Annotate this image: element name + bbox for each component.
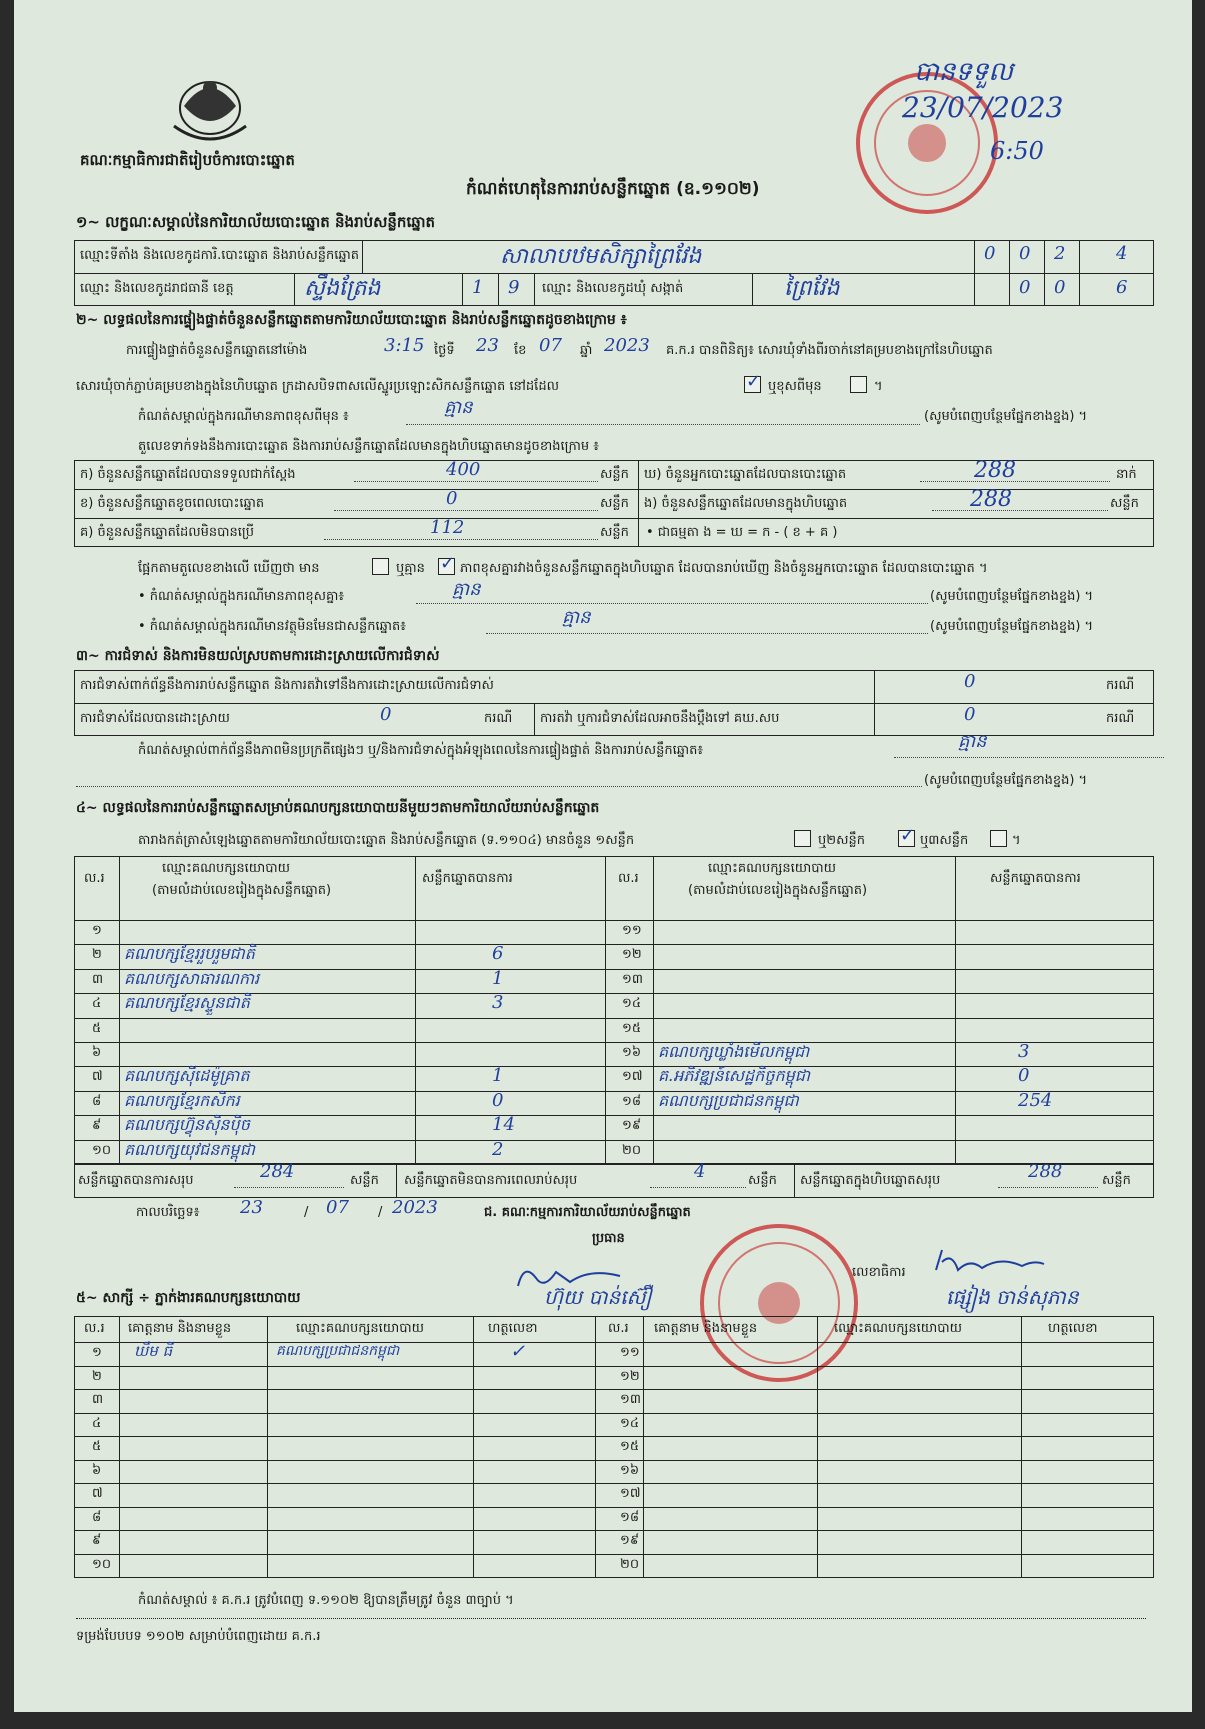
results-row-no-right: ២០ [622, 1142, 642, 1158]
verify-line1-e: គ.ក.រ បានពិនិត្យ៖ សោរឃុំទាំងពីរចាក់នៅគម្របខាងក្រៅនៃហិបឆ្នោត [666, 343, 993, 358]
section2-heading: ២~ លទ្ធផលនៃការផ្ទៀងផ្ទាត់ចំនួនសន្លឹកឆ្នោតតាមការិយាល័យបោះឆ្នោត និងរាប់សន្លឹកឆ្នោតដូចខាងក្រោម ៖ [76, 312, 627, 328]
results-row-no-right: ១៧ [622, 1069, 643, 1085]
results-row-no-left: ៨ [92, 1093, 102, 1109]
results-row-votes-right: 0 [1018, 1065, 1030, 1087]
results-row-votes-right: 254 [1018, 1089, 1053, 1111]
form-sheet: គណៈកម្មាធិការជាតិរៀបចំការបោះឆ្នោត បានទទួល 23/07/2023 6:50 កំណត់ហេតុនៃការរាប់សន្លឹកឆ្នោត (ឧ.១១០២) ១~ លក្ខណៈសម្គាល់នៃការិយាល័យបោះឆ្នោត និងរាប់សន្លឹកឆ្នោត ឈ្មោះទីតាំង និងលេខកូដការិ.បោះឆ្នោត និងរាប់សន្លឹកឆ្នោត សាលាបឋមសិក្សាព្រៃវែង 0 0 2 4 ឈ្មោះ និងលេខកូដរាជធានី ខេត្ត ស្ទឹងត្រែង 1 9 ឈ្មោះ និងលេខកូដឃុំ សង្កាត់ ព្រៃវែង 0 0 6 ២~ លទ្ធផលនៃការផ្ទៀងផ្ទាត់ចំនួនសន្លឹកឆ្នោតតាមការិយាល័យបោះឆ្នោត និងរាប់សន្លឹកឆ្នោតដូចខាងក្រោម ៖ ការផ្ទៀងផ្ទាត់ចំនួនសន្លឹកឆ្នោតនៅម៉ោង 3:15 ថ្ងៃទី 23 ខែ 07 ឆ្នាំ 2023 គ.ក.រ បានពិនិត្យ៖ សោរឃុំទាំងពីរចាក់នៅគម្របខាងក្រៅនៃហិបឆ្នោត សោរឃុំចាក់ភ្ជាប់គម្របខាងក្នុងនៃហិបឆ្នោត ក្រដាសបិទពាសលើស្នូរប្រឡោះសិកសន្លឹកឆ្នោត នៅដដែល ✓ ឬខុសពីមុន ។ កំណត់សម្គាល់ក្នុងករណីមានភាពខុសពីមុន ៖ គ្មាន (សូមបំពេញបន្ថែមផ្នែកខាងខ្នង) ។ តួលេខទាក់ទងនឹងការបោះឆ្នោត និងការរាប់សន្លឹកឆ្នោតដែលមានក្នុងហិបឆ្នោតមានដូចខាងក្រោម ៖ ក) ចំនួនសន្លឹកឆ្នោតដែលបានទទួលជាក់ស្តែង 400 សន្លឹក ខ) ចំនួនសន្លឹកឆ្នោតខូចពេលបោះឆ្នោត 0 សន្លឹក គ) ចំនួនសន្លឹកឆ្នោតដែលមិនបានប្រើ 112 សន្លឹក ឃ) ចំនួនអ្នកបោះឆ្នោតដែលបានបោះឆ្នោត 288 នាក់ ង) ចំនួនសន្លឹកឆ្នោតដែលមានក្នុងហិបឆ្នោត 288 សន្លឹក • ជាធម្មតា ង = ឃ = ក - ( ខ + គ ) ផ្អែកតាមតួលេខខាងលើ ឃើញថា មាន ឬគ្មាន ✓ ភាពខុសគ្នារវាងចំនួនសន្លឹកឆ្នោតក្នុងហិបឆ្នោត ដែលបានរាប់ឃើញ និងចំនួនអ្នកបោះឆ្នោត ដែលបានបោះឆ្នោត ។ • កំណត់សម្គាល់ក្នុងករណីមានភាពខុសគ្នា៖ គ្មាន (សូមបំពេញបន្ថែមផ្នែកខាងខ្នង) ។ • កំណត់សម្គាល់ក្នុងករណីមានវត្ថុមិនមែនជាសន្លឹកឆ្នោត៖ គ្មាន (សូមបំពេញបន្ថែមផ្នែកខាងខ្នង) ។ ៣~ ការជំទាស់ និងការមិនយល់ស្របតាមការដោះស្រាយលើការជំទាស់ ការជំទាស់ពាក់ព័ន្ធនឹងការរាប់សន្លឹកឆ្នោត និងការតវ៉ាទៅនឹងការដោះស្រាយលើការជំទាស់ 0 ករណី ការជំទាស់ដែលបានដោះស្រាយ 0 ករណី ការតវ៉ា ឬការជំទាស់ដែលអាចនឹងប្តឹងទៅ គឃ.សប 0 ករណី កំណត់សម្គាល់ពាក់ព័ន្ធនឹងភាពមិនប្រក្រតីផ្សេងៗ ឬ/និងការជំទាស់ក្នុងអំឡុងពេលនៃការផ្ទៀងផ្ទាត់ និងការរាប់សន្លឹកឆ្នោត៖ គ្មាន (សូមបំពេញបន្ថែមផ្នែកខាងខ្នង) ។ ៤~ លទ្ធផលនៃការរាប់សន្លឹកឆ្នោតសម្រាប់គណបក្សនយោបាយនីមួយៗតាមការិយាល័យរាប់សន្លឹកឆ្នោត តារាងកត់ត្រាសំឡេងឆ្នោតតាមការិយាល័យបោះឆ្នោត និងរាប់សន្លឹកឆ្នោត (ទ.១១០៤) មានចំនួន ១សន្លឹក ឬ២សន្លឹក ✓ ឬ៣សន្លឹក ។ ល.រ ឈ្មោះគណបក្សនយោបាយ (តាមលំដាប់លេខរៀងក្នុងសន្លឹកឆ្នោត) សន្លឹកឆ្នោតបានការ ល.រ ឈ្មោះគណបក្សនយោបាយ (តាមលំដាប់លេខរៀងក្នុងសន្លឹកឆ្នោត) សន្លឹកឆ្នោតបានការ ១ ១១ ២ គណបក្សខ្មែររួបរួមជាតិ 6 ១២ ៣ គណបក្សសាធារណការ 1 ១៣ ៤ គណបក្សខ្មែរស្ទួនជាតិ 3 ១៤ ៥ ១៥ ៦ ១៦ គណបក្សឃ្លាំងមើលកម្ពុជា 3 ៧ គណបក្សស៊ីដេម៉ូគ្រាត 1 ១៧ គ.អភិវឌ្ឍន៍សេដ្ឋកិច្ចកម្ពុជា 0 ៨ គណបក្សខ្មែរកសិករ 0 ១៨ គណបក្សប្រជាជនកម្ពុជា 254 ៩ គណបក្សហ៊្វុនស៊ិនប៉ិច 14 ១៩ ១០ គណបក្សយុវជនកម្ពុជា 2 ២០ សន្លឹកឆ្នោតបានការសរុប 284 សន្លឹក សន្លឹកឆ្នោតមិនបានការពេលរាប់សរុប 4 សន្លឹក សន្លឹកឆ្នោតក្នុងហិបឆ្នោតសរុប 288 សន្លឹក កាលបរិច្ឆេទ៖ 23 / 07 / 2023 ជ. គណៈកម្មការការិយាល័យរាប់សន្លឹកឆ្នោត ប្រធាន ហ៊ុយ បាន់ស៊ឿ លេខាធិការ ផ្សៀង ចាន់សុភាន ៥~ សាក្សី ÷ ភ្នាក់ងារគណបក្សនយោបាយ ល.រ គោត្តនាម និងនាមខ្លួន ឈ្មោះគណបក្សនយោបាយ ហត្ថលេខា ល.រ គោត្តនាម និងនាមខ្លួន ឈ្មោះគណបក្សនយោបាយ ហត្ថលេខា ១ ឃឹម ធី គណបក្សប្រជាជនកម្ពុជា ✓ ១១ ២ ១២ ៣ ១៣ ៤ ១៤ ៥ ១៥ ៦ ១៦ ៧ ១៧ ៨ ១៨ ៩ ១៩ ១០ ២០ កំណត់សម្គាល់ ៖ គ.ក.រ ត្រូវបំពេញ ទ.១១០២ ឱ្យបានត្រឹមត្រូវ ចំនួន ៣ច្បាប់ ។ ទម្រង់បែបបទ ១១០២ សម្រាប់បំពេញដោយ គ.ក.រ [14, 0, 1192, 1712]
verify-month: 07 [539, 335, 562, 356]
objection-row2b-unit: ករណី [1106, 711, 1135, 726]
one-sheet-checkbox[interactable] [794, 830, 811, 847]
objection-row1-label: ការជំទាស់ពាក់ព័ន្ធនឹងការរាប់សន្លឹកឆ្នោត និងការតវ៉ាទៅនឹងការដោះស្រាយលើការជំទាស់ [80, 678, 494, 693]
count-e-value: 288 [970, 487, 1012, 512]
objection-row2-unit: ករណី [484, 711, 513, 726]
results-row-no-right: ១២ [622, 947, 642, 963]
count-d-value: 288 [974, 458, 1016, 483]
summary-intro: តួលេខទាក់ទងនឹងការបោះឆ្នោត និងការរាប់សន្លឹកឆ្នោតដែលមានក្នុងហិបឆ្នោតមានដូចខាងក្រោម ៖ [138, 439, 599, 454]
secretary-name: ផ្សៀង ចាន់សុភាន [946, 1285, 1079, 1309]
results-row-no-right: ១៥ [622, 1020, 642, 1036]
agents-row-no-right: ១១ [620, 1345, 640, 1360]
results-row-votes-left: 0 [492, 1089, 504, 1111]
results-col-no-left: ល.រ [84, 871, 105, 886]
results-col-party-sub-right: (តាមលំដាប់លេខរៀងក្នុងសន្លឹកឆ្នោត) [688, 883, 868, 898]
count-d-label: ឃ) ចំនួនអ្នកបោះឆ្នោតដែលបានបោះឆ្នោត [644, 467, 847, 482]
results-row-party-left: គណបក្សខ្មែរកសិករ [124, 1090, 240, 1110]
office-code-1: 0 [984, 243, 996, 264]
section4-heading: ៤~ លទ្ធផលនៃការរាប់សន្លឹកឆ្នោតសម្រាប់គណបក្សនយោបាយនីមួយៗតាមការិយាល័យរាប់សន្លឹកឆ្នោត [76, 800, 600, 816]
agents-row-no-right: ១៩ [620, 1533, 640, 1548]
commune-code-2: 0 [1054, 277, 1066, 298]
total-invalid-value: 4 [694, 1161, 706, 1182]
agents-row-no-left: ៣ [92, 1392, 104, 1407]
results-row-party-left: គណបក្សខ្មែររួបរួមជាតិ [124, 944, 255, 964]
results-row-party-left: គណបក្សយុវជនកម្ពុជា [124, 1139, 255, 1159]
agents-row-no-right: ២០ [620, 1556, 640, 1572]
compare-b: ឬគ្មាន [396, 561, 425, 576]
agents-row-no-left: ៧ [92, 1486, 103, 1501]
total-valid-unit: សន្លឹក [350, 1173, 379, 1188]
agents-row-no-right: ១៨ [620, 1509, 640, 1525]
secretary-signature [930, 1244, 1050, 1280]
office-code-3: 2 [1054, 243, 1066, 264]
agents-col-sign-right: ហត្ថលេខា [1048, 1321, 1098, 1336]
count-b-label: ខ) ចំនួនសន្លឹកឆ្នោតខូចពេលបោះឆ្នោត [80, 496, 265, 511]
agents-row-no-left: ៥ [92, 1439, 102, 1454]
agents-row-no-left: ១០ [92, 1556, 112, 1572]
results-row-no-left: ១០ [92, 1142, 112, 1158]
change-note-label: កំណត់សម្គាល់ក្នុងករណីមានភាពខុសពីមុន ៖ [138, 409, 349, 424]
verify-line1-a: ការផ្ទៀងផ្ទាត់ចំនួនសន្លឹកឆ្នោតនៅម៉ោង [126, 343, 308, 358]
verify-time: 3:15 [384, 335, 425, 356]
count-e-unit: សន្លឹក [1110, 496, 1139, 511]
results-row-no-left: ៥ [92, 1020, 102, 1036]
changed-checkbox[interactable] [850, 376, 867, 393]
agents-row-no-right: ១៥ [620, 1439, 640, 1454]
results-row-no-right: ១១ [622, 923, 642, 938]
objection-row2-label: ការជំទាស់ដែលបានដោះស្រាយ [80, 711, 230, 726]
total-invalid-label: សន្លឹកឆ្នោតមិនបានការពេលរាប់សរុប [404, 1173, 578, 1188]
total-box-value: 288 [1028, 1161, 1063, 1182]
agents-row-no-right: ១៧ [620, 1486, 641, 1501]
results-row-party-right: គ.អភិវឌ្ឍន៍សេដ្ឋកិច្ចកម្ពុជា [658, 1066, 811, 1086]
agents-col-party-left: ឈ្មោះគណបក្សនយោបាយ [296, 1321, 424, 1336]
totals-row [74, 1161, 1154, 1198]
results-row-no-left: ៩ [92, 1118, 102, 1134]
results-row-party-left: គណបក្សស៊ីដេម៉ូគ្រាត [124, 1066, 250, 1086]
compare-a: ផ្អែកតាមតួលេខខាងលើ ឃើញថា មាន [138, 561, 320, 576]
agents-col-no-right: ល.រ [608, 1321, 629, 1336]
section4-intro-a: តារាងកត់ត្រាសំឡេងឆ្នោតតាមការិយាល័យបោះឆ្នោត និងរាប់សន្លឹកឆ្នោត (ទ.១១០៤) មានចំនួន ១សន្លឹក [138, 833, 635, 848]
results-row-no-left: ១ [92, 923, 102, 938]
verify-line1-c: ខែ [514, 343, 527, 358]
secretary-label: លេខាធិការ [852, 1265, 906, 1280]
commune-code-1: 0 [1019, 277, 1031, 298]
agents-table [74, 1316, 1154, 1578]
difference-yes-checkbox[interactable] [372, 558, 389, 575]
results-row-party-right: គណបក្សឃ្លាំងមើលកម្ពុជា [658, 1042, 810, 1061]
date-year: 2023 [392, 1197, 438, 1218]
results-row-no-left: ៣ [92, 971, 104, 987]
agents-row-no-right: ១៣ [620, 1392, 641, 1407]
results-row-votes-left: 14 [492, 1114, 515, 1136]
fill-hint-2: (សូមបំពេញបន្ថែមផ្នែកខាងខ្នង) ។ [930, 589, 1094, 604]
results-row-no-right: ១៣ [622, 971, 643, 987]
province-code-2: 9 [508, 277, 520, 298]
agents-col-name-right: គោត្តនាម និងនាមខ្លួន [654, 1321, 758, 1336]
bullet2-label: • កំណត់សម្គាល់ក្នុងករណីមានវត្ថុមិនមែនជាសន្លឹកឆ្នោត៖ [138, 619, 406, 634]
change-note-value: គ្មាន [444, 397, 473, 418]
receipt-label: បានទទួល [914, 57, 1014, 87]
agents-row-no-left: ៤ [92, 1415, 102, 1431]
results-row-no-right: ១៤ [622, 996, 642, 1012]
results-row-no-left: ៤ [92, 996, 102, 1012]
results-row-no-right: ១៨ [622, 1093, 642, 1109]
unchanged-checkbox[interactable]: ✓ [746, 371, 762, 392]
total-valid-value: 284 [260, 1161, 295, 1182]
total-box-unit: សន្លឹក [1102, 1173, 1131, 1188]
objection-row2-value: 0 [380, 704, 392, 725]
bullet1-value: គ្មាន [452, 579, 481, 600]
agents-row-no-left: ៨ [92, 1509, 102, 1525]
agents-col-no-left: ល.រ [84, 1321, 105, 1336]
results-row-party-right: គណបក្សប្រជាជនកម្ពុជា [658, 1090, 799, 1110]
results-col-party-left: ឈ្មោះគណបក្សនយោបាយ [162, 861, 290, 876]
section4-intro-b: ឬ២សន្លឹក [818, 833, 865, 848]
section4-intro-c: ឬ៣សន្លឹក [920, 833, 969, 848]
agents-col-name-left: គោត្តនាម និងនាមខ្លួន [128, 1321, 232, 1336]
compare-c: ភាពខុសគ្នារវាងចំនួនសន្លឹកឆ្នោតក្នុងហិបឆ្នោត ដែលបានរាប់ឃើញ និងចំនួនអ្នកបោះឆ្នោត ដែលបានបោះឆ្នោត ។ [460, 561, 988, 576]
agents-row-no-right: ១៦ [620, 1462, 640, 1478]
office-code-2: 0 [1019, 243, 1031, 264]
agents-row-no-left: ៦ [92, 1462, 102, 1478]
fill-hint-1: (សូមបំពេញបន្ថែមផ្នែកខាងខ្នង) ។ [924, 409, 1088, 424]
verify-line2-a: សោរឃុំចាក់ភ្ជាប់គម្របខាងក្នុងនៃហិបឆ្នោត ក្រដាសបិទពាសលើស្នូរប្រឡោះសិកសន្លឹកឆ្នោត នៅដដែល [76, 379, 559, 394]
form-title: កំណត់ហេតុនៃការរាប់សន្លឹកឆ្នោត (ឧ.១១០២) [466, 179, 760, 199]
difference-no-checkbox[interactable]: ✓ [440, 553, 456, 574]
results-col-party-sub-left: (តាមលំដាប់លេខរៀងក្នុងសន្លឹកឆ្នោត) [152, 883, 332, 898]
office-label: ឈ្មោះទីតាំង និងលេខកូដការិ.បោះឆ្នោត និងរាប់សន្លឹកឆ្នោត [80, 248, 359, 263]
results-col-votes-left: សន្លឹកឆ្នោតបានការ [422, 871, 513, 886]
results-row-votes-left: 6 [492, 943, 504, 965]
office-code-4: 4 [1116, 243, 1128, 264]
total-valid-label: សន្លឹកឆ្នោតបានការសរុប [78, 1173, 194, 1188]
agents-row-party-left: គណបក្សប្រជាជនកម្ពុជា [276, 1343, 400, 1359]
nec-emblem-icon [164, 66, 256, 148]
fill-hint-3: (សូមបំពេញបន្ថែមផ្នែកខាងខ្នង) ។ [930, 619, 1094, 634]
results-row-votes-right: 3 [1018, 1041, 1030, 1062]
count-formula: • ជាធម្មតា ង = ឃ = ក - ( ខ + គ ) [646, 525, 838, 540]
agents-row-no-left: ១ [92, 1345, 102, 1360]
results-row-party-left: គណបក្សខ្មែរស្ទួនជាតិ [124, 993, 250, 1013]
irregularity-note-value: គ្មាន [958, 731, 987, 752]
section5-heading: ៥~ សាក្សី ÷ ភ្នាក់ងារគណបក្សនយោបាយ [76, 1290, 301, 1306]
count-b-value: 0 [446, 488, 458, 509]
agents-row-no-right: ១៤ [620, 1415, 640, 1431]
count-a-value: 400 [446, 459, 481, 480]
verify-year: 2023 [604, 335, 650, 356]
agents-row-no-left: ២ [92, 1368, 102, 1384]
results-row-votes-left: 1 [492, 967, 504, 989]
total-invalid-unit: សន្លឹក [748, 1173, 777, 1188]
agents-col-party-right: ឈ្មោះគណបក្សនយោបាយ [834, 1321, 962, 1336]
objection-row2b-label: ការតវ៉ា ឬការជំទាស់ដែលអាចនឹងប្តឹងទៅ គឃ.សប [540, 711, 780, 726]
footer-note: កំណត់សម្គាល់ ៖ គ.ក.រ ត្រូវបំពេញ ទ.១១០២ ឱ្យបានត្រឹមត្រូវ ចំនួន ៣ច្បាប់ ។ [138, 1593, 514, 1608]
irregularity-note-label: កំណត់សម្គាល់ពាក់ព័ន្ធនឹងភាពមិនប្រក្រតីផ្សេងៗ ឬ/និងការជំទាស់ក្នុងអំឡុងពេលនៃការផ្ទៀងផ្ទាត់ និងការរាប់សន្លឹកឆ្នោត៖ [138, 743, 704, 758]
objection-row2b-value: 0 [964, 704, 976, 725]
results-row-votes-left: 2 [492, 1138, 504, 1160]
chair-name: ហ៊ុយ បាន់ស៊ឿ [544, 1285, 652, 1309]
province-label: ឈ្មោះ និងលេខកូដរាជធានី ខេត្ត [80, 281, 234, 296]
two-sheet-checkbox[interactable]: ✓ [900, 825, 916, 846]
results-row-no-left: ៧ [92, 1069, 103, 1085]
agents-row-sign-left: ✓ [510, 1341, 526, 1362]
bullet1-label: • កំណត់សម្គាល់ក្នុងករណីមានភាពខុសគ្នា៖ [138, 589, 345, 604]
results-row-no-right: ១៩ [622, 1118, 642, 1134]
objection-row1-unit: ករណី [1106, 678, 1135, 693]
agents-row-no-right: ១២ [620, 1368, 640, 1384]
committee-label: ជ. គណៈកម្មការការិយាល័យរាប់សន្លឹកឆ្នោត [484, 1205, 691, 1220]
results-row-no-left: ២ [92, 947, 102, 963]
chair-label: ប្រធាន [592, 1231, 625, 1246]
date-month: 07 [326, 1197, 349, 1218]
results-row-no-left: ៦ [92, 1045, 102, 1060]
commune-name: ព្រៃវែង [784, 276, 840, 301]
bullet2-value: គ្មាន [562, 607, 591, 628]
verify-line2-b: ឬខុសពីមុន [768, 379, 822, 394]
date-day: 23 [240, 1197, 263, 1218]
results-row-party-left: គណបក្សសាធារណការ [124, 968, 260, 988]
office-name: សាលាបឋមសិក្សាព្រៃវែង [500, 244, 702, 269]
date-label: កាលបរិច្ឆេទ៖ [136, 1205, 200, 1220]
footer-form-note: ទម្រង់បែបបទ ១១០២ សម្រាប់បំពេញដោយ គ.ក.រ [76, 1629, 321, 1644]
count-c-value: 112 [430, 517, 465, 538]
results-col-no-right: ល.រ [618, 871, 639, 886]
results-row-votes-left: 1 [492, 1065, 504, 1087]
results-row-votes-left: 3 [492, 992, 504, 1014]
verify-line1-b: ថ្ងៃទី [434, 343, 455, 358]
three-sheet-checkbox[interactable] [990, 830, 1007, 847]
province-code-1: 1 [472, 277, 484, 298]
verify-day: 23 [476, 335, 499, 356]
objection-row1-value: 0 [964, 671, 976, 692]
results-col-votes-right: សន្លឹកឆ្នោតបានការ [990, 871, 1081, 886]
verify-line1-d: ឆ្នាំ [580, 343, 593, 358]
commune-label: ឈ្មោះ និងលេខកូដឃុំ សង្កាត់ [542, 281, 684, 296]
agents-col-sign-left: ហត្ថលេខា [488, 1321, 538, 1336]
commune-code-3: 6 [1116, 277, 1128, 298]
org-name: គណៈកម្មាធិការជាតិរៀបចំការបោះឆ្នោត [80, 151, 295, 169]
results-row-party-left: គណបក្សហ៊្វុនស៊ិនប៉ិច [124, 1115, 250, 1135]
fill-hint-4: (សូមបំពេញបន្ថែមផ្នែកខាងខ្នង) ។ [924, 773, 1088, 788]
receipt-date: 23/07/2023 [902, 91, 1064, 124]
count-a-unit: សន្លឹក [600, 467, 629, 482]
section1-heading: ១~ លក្ខណៈសម្គាល់នៃការិយាល័យបោះឆ្នោត និងរាប់សន្លឹកឆ្នោត [76, 213, 436, 231]
count-d-unit: នាក់ [1116, 467, 1137, 482]
receipt-time: 6:50 [990, 137, 1044, 165]
results-col-party-right: ឈ្មោះគណបក្សនយោបាយ [708, 861, 836, 876]
count-e-label: ង) ចំនួនសន្លឹកឆ្នោតដែលមានក្នុងហិបឆ្នោត [644, 496, 848, 511]
count-c-label: គ) ចំនួនសន្លឹកឆ្នោតដែលមិនបានប្រើ [80, 525, 254, 540]
section3-heading: ៣~ ការជំទាស់ និងការមិនយល់ស្របតាមការដោះស្រាយលើការជំទាស់ [76, 648, 440, 664]
total-box-label: សន្លឹកឆ្នោតក្នុងហិបឆ្នោតសរុប [800, 1173, 941, 1188]
province-name: ស្ទឹងត្រែង [304, 276, 381, 301]
count-a-label: ក) ចំនួនសន្លឹកឆ្នោតដែលបានទទួលជាក់ស្តែង [80, 467, 296, 482]
results-row-no-right: ១៦ [622, 1045, 642, 1060]
agents-row-name-left: ឃឹម ធី [134, 1342, 173, 1360]
count-c-unit: សន្លឹក [600, 525, 629, 540]
count-b-unit: សន្លឹក [600, 496, 629, 511]
agents-row-no-left: ៩ [92, 1533, 102, 1548]
